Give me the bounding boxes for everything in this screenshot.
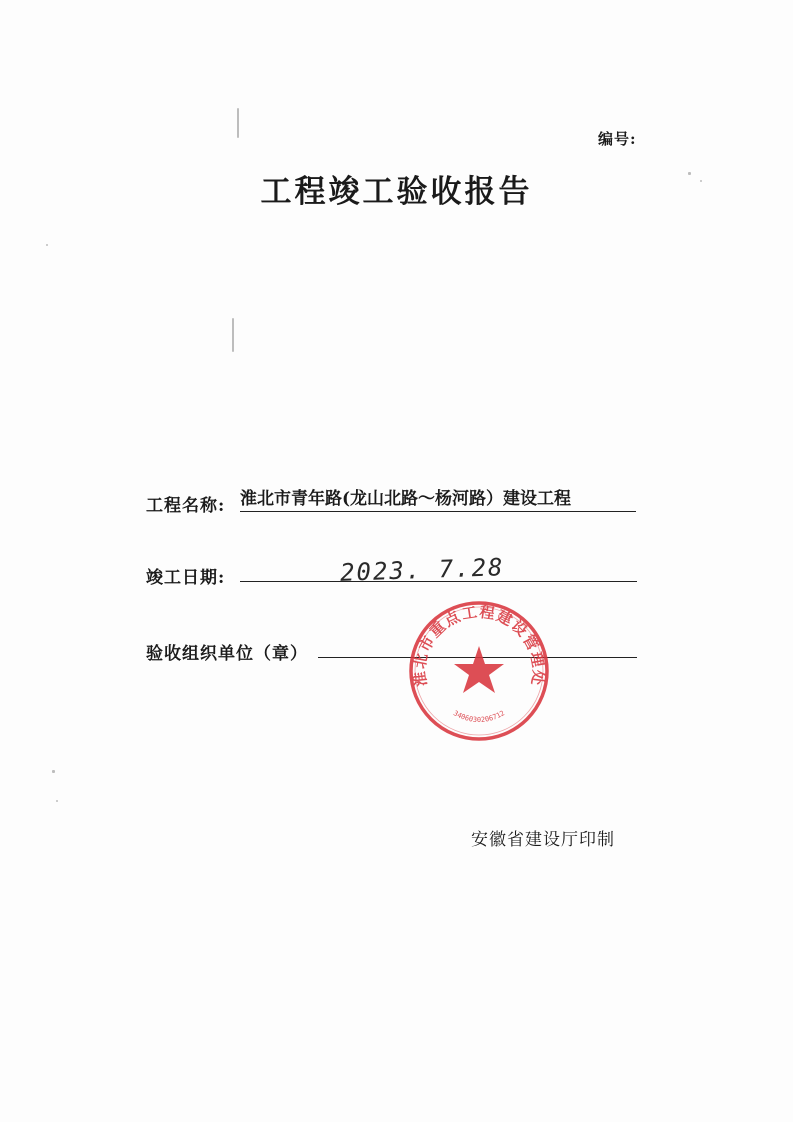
report-title: 工程竣工验收报告 xyxy=(260,174,533,210)
printer-attribution: 安徽省建设厅印制 xyxy=(471,830,615,850)
scan-speck xyxy=(52,770,55,773)
seal-star-icon xyxy=(454,646,504,693)
completion-date-label: 竣工日期: xyxy=(146,568,226,588)
acceptance-org-label: 验收组织单位（章） xyxy=(146,644,308,664)
serial-number-label: 编号: xyxy=(598,130,637,148)
scan-speck xyxy=(232,318,234,352)
official-seal xyxy=(406,598,552,744)
project-name-label: 工程名称: xyxy=(146,496,226,516)
svg-text:淮北市重点工程建设管理处: 淮北市重点工程建设管理处 xyxy=(410,602,548,688)
scan-speck xyxy=(46,244,48,246)
project-name-value: 淮北市青年路(龙山北路～杨河路）建设工程 xyxy=(240,488,636,512)
completion-date-value: 2023. 7.28 xyxy=(339,553,505,587)
svg-text:3406030206712: 3406030206712 xyxy=(451,709,507,725)
scan-speck xyxy=(56,800,58,802)
scan-speck xyxy=(237,108,239,138)
